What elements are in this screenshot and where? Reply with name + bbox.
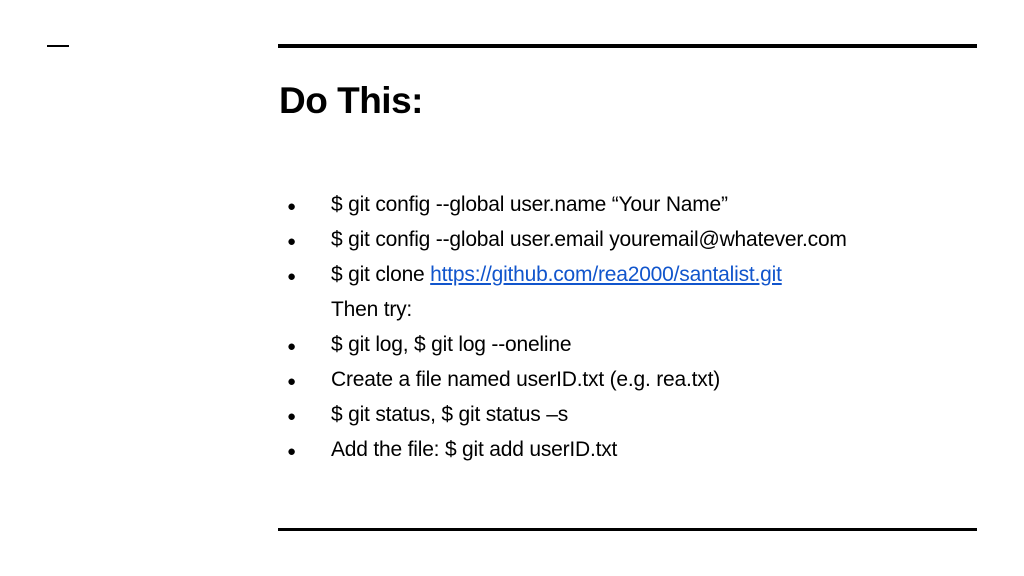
list-item	[287, 397, 987, 432]
bullet-list	[287, 187, 987, 467]
list-item-text	[331, 257, 782, 292]
list-item-text: $ git config --global user.email youremail@whatever.com	[331, 228, 847, 251]
bullet-icon: ●	[287, 233, 296, 250]
slide-title: Do This:	[279, 80, 423, 121]
bullet-icon: ●	[287, 268, 296, 285]
bullet-icon: ●	[287, 443, 296, 460]
list-item-text: $ git config --global user.name “Your Name”	[331, 193, 728, 216]
list-item	[287, 432, 987, 467]
list-item	[287, 327, 987, 362]
list-item	[287, 222, 987, 257]
repo-link[interactable]: https://github.com/rea2000/santalist.git	[430, 263, 782, 286]
list-item-text: Create a file named userID.txt (e.g. rea.txt)	[331, 368, 720, 391]
list-item-text: Add the file: $ git add userID.txt	[331, 438, 618, 461]
bullet-icon: ●	[287, 373, 296, 390]
clone-command-text: $ git clone	[331, 263, 431, 286]
corner-dash	[47, 45, 69, 47]
list-item	[287, 362, 987, 397]
bullet-icon: ●	[287, 338, 296, 355]
list-item	[287, 257, 987, 292]
list-item-text: $ git log, $ git log --oneline	[331, 333, 572, 356]
list-item-text: $ git status, $ git status –s	[331, 403, 568, 426]
bottom-rule	[278, 528, 977, 531]
list-item	[287, 187, 987, 222]
top-rule	[278, 44, 977, 48]
list-item	[287, 292, 987, 327]
bullet-icon: ●	[287, 408, 296, 425]
bullet-icon: ●	[287, 198, 296, 215]
list-item-text: Then try:	[331, 298, 413, 321]
